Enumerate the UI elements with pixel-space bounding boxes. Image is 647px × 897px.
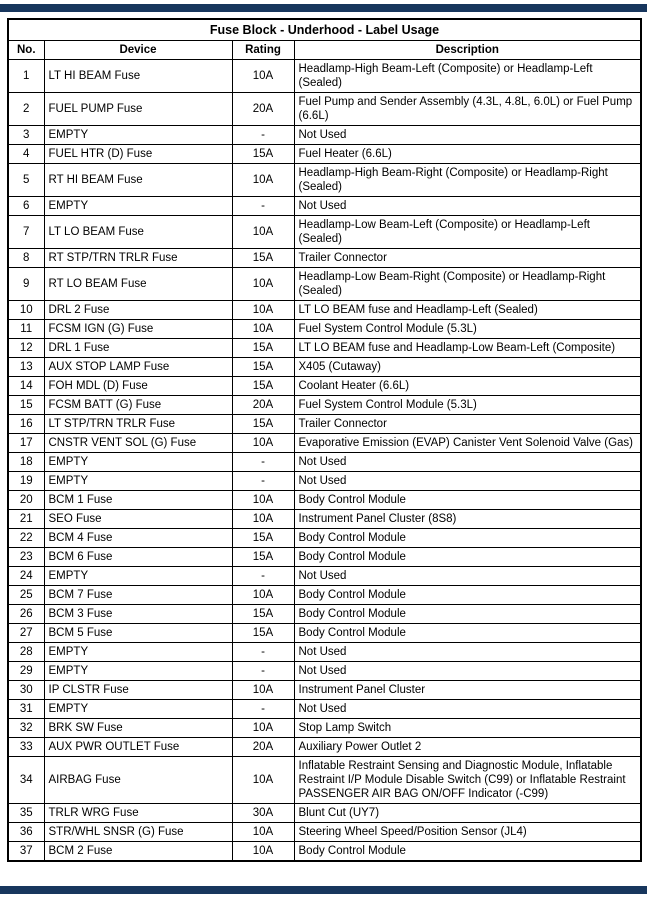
cell-device: EMPTY — [44, 662, 232, 681]
cell-no: 8 — [8, 249, 44, 268]
table-row — [8, 415, 641, 434]
table-row — [8, 301, 641, 320]
cell-rating: 15A — [232, 415, 294, 434]
cell-rating: 10A — [232, 268, 294, 301]
cell-description: Body Control Module — [294, 586, 641, 605]
table-row — [8, 510, 641, 529]
cell-device: STR/WHL SNSR (G) Fuse — [44, 823, 232, 842]
cell-rating: 15A — [232, 548, 294, 567]
table-row — [8, 738, 641, 757]
cell-rating: 20A — [232, 93, 294, 126]
cell-rating: 10A — [232, 60, 294, 93]
cell-device: RT HI BEAM Fuse — [44, 164, 232, 197]
fuse-block-table — [7, 18, 642, 862]
cell-no: 22 — [8, 529, 44, 548]
cell-device: SEO Fuse — [44, 510, 232, 529]
cell-description: X405 (Cutaway) — [294, 358, 641, 377]
cell-rating: 15A — [232, 249, 294, 268]
cell-no: 6 — [8, 197, 44, 216]
cell-rating: 15A — [232, 358, 294, 377]
cell-no: 14 — [8, 377, 44, 396]
cell-device: EMPTY — [44, 567, 232, 586]
cell-rating: 15A — [232, 339, 294, 358]
cell-rating: - — [232, 126, 294, 145]
cell-no: 32 — [8, 719, 44, 738]
cell-rating: 10A — [232, 842, 294, 862]
table-row — [8, 377, 641, 396]
cell-device: FOH MDL (D) Fuse — [44, 377, 232, 396]
cell-no: 20 — [8, 491, 44, 510]
table-row — [8, 268, 641, 301]
cell-description: Body Control Module — [294, 605, 641, 624]
cell-no: 1 — [8, 60, 44, 93]
cell-no: 34 — [8, 757, 44, 804]
table-row — [8, 529, 641, 548]
cell-device: LT LO BEAM Fuse — [44, 216, 232, 249]
cell-device: FUEL HTR (D) Fuse — [44, 145, 232, 164]
cell-device: CNSTR VENT SOL (G) Fuse — [44, 434, 232, 453]
cell-no: 31 — [8, 700, 44, 719]
cell-description: Not Used — [294, 472, 641, 491]
cell-rating: 10A — [232, 681, 294, 700]
column-header-rating: Rating — [232, 41, 294, 60]
cell-rating: 20A — [232, 738, 294, 757]
cell-rating: - — [232, 453, 294, 472]
table-row — [8, 339, 641, 358]
cell-rating: - — [232, 567, 294, 586]
table-row — [8, 662, 641, 681]
cell-no: 18 — [8, 453, 44, 472]
column-header-description: Description — [294, 41, 641, 60]
cell-description: Steering Wheel Speed/Position Sensor (JL4) — [294, 823, 641, 842]
table-row — [8, 434, 641, 453]
cell-no: 23 — [8, 548, 44, 567]
cell-description: Instrument Panel Cluster (8S8) — [294, 510, 641, 529]
cell-device: AUX STOP LAMP Fuse — [44, 358, 232, 377]
cell-description: Fuel Heater (6.6L) — [294, 145, 641, 164]
cell-rating: 10A — [232, 491, 294, 510]
table-row — [8, 249, 641, 268]
cell-no: 10 — [8, 301, 44, 320]
cell-device: FCSM BATT (G) Fuse — [44, 396, 232, 415]
cell-rating: 30A — [232, 804, 294, 823]
cell-description: Body Control Module — [294, 491, 641, 510]
table-row — [8, 804, 641, 823]
cell-device: BRK SW Fuse — [44, 719, 232, 738]
cell-description: Coolant Heater (6.6L) — [294, 377, 641, 396]
table-row — [8, 567, 641, 586]
cell-no: 3 — [8, 126, 44, 145]
table-row — [8, 396, 641, 415]
cell-description: Not Used — [294, 643, 641, 662]
cell-description: Stop Lamp Switch — [294, 719, 641, 738]
cell-device: IP CLSTR Fuse — [44, 681, 232, 700]
cell-description: Body Control Module — [294, 529, 641, 548]
cell-description: Not Used — [294, 700, 641, 719]
top-border-bar — [0, 4, 647, 12]
cell-no: 27 — [8, 624, 44, 643]
cell-description: Not Used — [294, 126, 641, 145]
cell-no: 17 — [8, 434, 44, 453]
cell-description: Auxiliary Power Outlet 2 — [294, 738, 641, 757]
cell-description: Headlamp-High Beam-Left (Composite) or Headlamp-Left (Sealed) — [294, 60, 641, 93]
cell-no: 5 — [8, 164, 44, 197]
cell-device: BCM 3 Fuse — [44, 605, 232, 624]
table-row — [8, 643, 641, 662]
cell-rating: 15A — [232, 377, 294, 396]
cell-description: Trailer Connector — [294, 249, 641, 268]
table-row — [8, 216, 641, 249]
cell-device: DRL 2 Fuse — [44, 301, 232, 320]
cell-device: BCM 4 Fuse — [44, 529, 232, 548]
cell-device: LT HI BEAM Fuse — [44, 60, 232, 93]
table-row — [8, 681, 641, 700]
table-row — [8, 605, 641, 624]
cell-description: Not Used — [294, 662, 641, 681]
cell-no: 25 — [8, 586, 44, 605]
cell-device: EMPTY — [44, 453, 232, 472]
bottom-border-bar — [0, 886, 647, 894]
cell-rating: 10A — [232, 757, 294, 804]
cell-no: 21 — [8, 510, 44, 529]
cell-description: Inflatable Restraint Sensing and Diagnostic Module, Inflatable Restraint I/P Module Disable Switch (C99) or Inflatable Restraint PASSENGER AIR BAG ON/OFF Indicator (-C99) — [294, 757, 641, 804]
table-row — [8, 586, 641, 605]
cell-description: Not Used — [294, 567, 641, 586]
table-body — [8, 60, 641, 862]
cell-device: EMPTY — [44, 472, 232, 491]
cell-device: EMPTY — [44, 700, 232, 719]
cell-device: BCM 1 Fuse — [44, 491, 232, 510]
table-row — [8, 197, 641, 216]
cell-device: DRL 1 Fuse — [44, 339, 232, 358]
table-row — [8, 60, 641, 93]
cell-device: FUEL PUMP Fuse — [44, 93, 232, 126]
cell-device: EMPTY — [44, 643, 232, 662]
cell-rating: - — [232, 662, 294, 681]
cell-rating: - — [232, 700, 294, 719]
table-row — [8, 719, 641, 738]
cell-no: 35 — [8, 804, 44, 823]
cell-rating: 10A — [232, 510, 294, 529]
cell-description: Headlamp-High Beam-Right (Composite) or Headlamp-Right (Sealed) — [294, 164, 641, 197]
cell-device: BCM 2 Fuse — [44, 842, 232, 862]
cell-device: BCM 6 Fuse — [44, 548, 232, 567]
cell-description: Fuel Pump and Sender Assembly (4.3L, 4.8L, 6.0L) or Fuel Pump (6.6L) — [294, 93, 641, 126]
cell-description: Blunt Cut (UY7) — [294, 804, 641, 823]
cell-description: Not Used — [294, 453, 641, 472]
cell-description: LT LO BEAM fuse and Headlamp-Left (Sealed) — [294, 301, 641, 320]
table-row — [8, 700, 641, 719]
cell-device: RT STP/TRN TRLR Fuse — [44, 249, 232, 268]
column-header-device: Device — [44, 41, 232, 60]
cell-description: Body Control Module — [294, 624, 641, 643]
cell-rating: 15A — [232, 529, 294, 548]
table-row — [8, 842, 641, 862]
cell-description: Body Control Module — [294, 548, 641, 567]
cell-rating: 20A — [232, 396, 294, 415]
cell-device: BCM 5 Fuse — [44, 624, 232, 643]
cell-device: BCM 7 Fuse — [44, 586, 232, 605]
cell-rating: 10A — [232, 719, 294, 738]
cell-description: Evaporative Emission (EVAP) Canister Vent Solenoid Valve (Gas) — [294, 434, 641, 453]
column-header-no: No. — [8, 41, 44, 60]
cell-no: 11 — [8, 320, 44, 339]
cell-rating: 10A — [232, 434, 294, 453]
cell-rating: 15A — [232, 605, 294, 624]
cell-no: 28 — [8, 643, 44, 662]
cell-no: 33 — [8, 738, 44, 757]
cell-no: 29 — [8, 662, 44, 681]
cell-no: 19 — [8, 472, 44, 491]
table-row — [8, 491, 641, 510]
cell-no: 9 — [8, 268, 44, 301]
table-row — [8, 358, 641, 377]
cell-rating: 15A — [232, 624, 294, 643]
cell-device: FCSM IGN (G) Fuse — [44, 320, 232, 339]
cell-description: Headlamp-Low Beam-Right (Composite) or Headlamp-Right (Sealed) — [294, 268, 641, 301]
cell-device: RT LO BEAM Fuse — [44, 268, 232, 301]
table-row — [8, 453, 641, 472]
cell-rating: 10A — [232, 586, 294, 605]
cell-description: Headlamp-Low Beam-Left (Composite) or Headlamp-Left (Sealed) — [294, 216, 641, 249]
cell-description: Not Used — [294, 197, 641, 216]
cell-rating: - — [232, 643, 294, 662]
cell-no: 36 — [8, 823, 44, 842]
table-row — [8, 757, 641, 804]
cell-no: 37 — [8, 842, 44, 862]
cell-device: AIRBAG Fuse — [44, 757, 232, 804]
table-row — [8, 93, 641, 126]
cell-rating: 15A — [232, 145, 294, 164]
table-row — [8, 823, 641, 842]
cell-description: Fuel System Control Module (5.3L) — [294, 320, 641, 339]
cell-device: TRLR WRG Fuse — [44, 804, 232, 823]
table-row — [8, 164, 641, 197]
cell-no: 7 — [8, 216, 44, 249]
table-row — [8, 145, 641, 164]
cell-no: 26 — [8, 605, 44, 624]
cell-no: 16 — [8, 415, 44, 434]
cell-rating: 10A — [232, 823, 294, 842]
cell-rating: 10A — [232, 216, 294, 249]
cell-device: LT STP/TRN TRLR Fuse — [44, 415, 232, 434]
cell-no: 4 — [8, 145, 44, 164]
cell-description: Trailer Connector — [294, 415, 641, 434]
cell-rating: 10A — [232, 164, 294, 197]
table-row — [8, 548, 641, 567]
cell-description: Instrument Panel Cluster — [294, 681, 641, 700]
cell-rating: 10A — [232, 301, 294, 320]
cell-no: 13 — [8, 358, 44, 377]
cell-description: Fuel System Control Module (5.3L) — [294, 396, 641, 415]
table-title: Fuse Block - Underhood - Label Usage — [8, 19, 641, 41]
table-row — [8, 472, 641, 491]
cell-rating: - — [232, 197, 294, 216]
cell-device: AUX PWR OUTLET Fuse — [44, 738, 232, 757]
cell-no: 30 — [8, 681, 44, 700]
cell-device: EMPTY — [44, 197, 232, 216]
cell-no: 12 — [8, 339, 44, 358]
cell-rating: - — [232, 472, 294, 491]
cell-no: 2 — [8, 93, 44, 126]
table-row — [8, 126, 641, 145]
table-header-row — [8, 41, 641, 60]
cell-rating: 10A — [232, 320, 294, 339]
cell-description: Body Control Module — [294, 842, 641, 862]
table-row — [8, 320, 641, 339]
table-title-row — [8, 19, 641, 41]
cell-no: 15 — [8, 396, 44, 415]
cell-description: LT LO BEAM fuse and Headlamp-Low Beam-Left (Composite) — [294, 339, 641, 358]
table-row — [8, 624, 641, 643]
cell-no: 24 — [8, 567, 44, 586]
cell-device: EMPTY — [44, 126, 232, 145]
